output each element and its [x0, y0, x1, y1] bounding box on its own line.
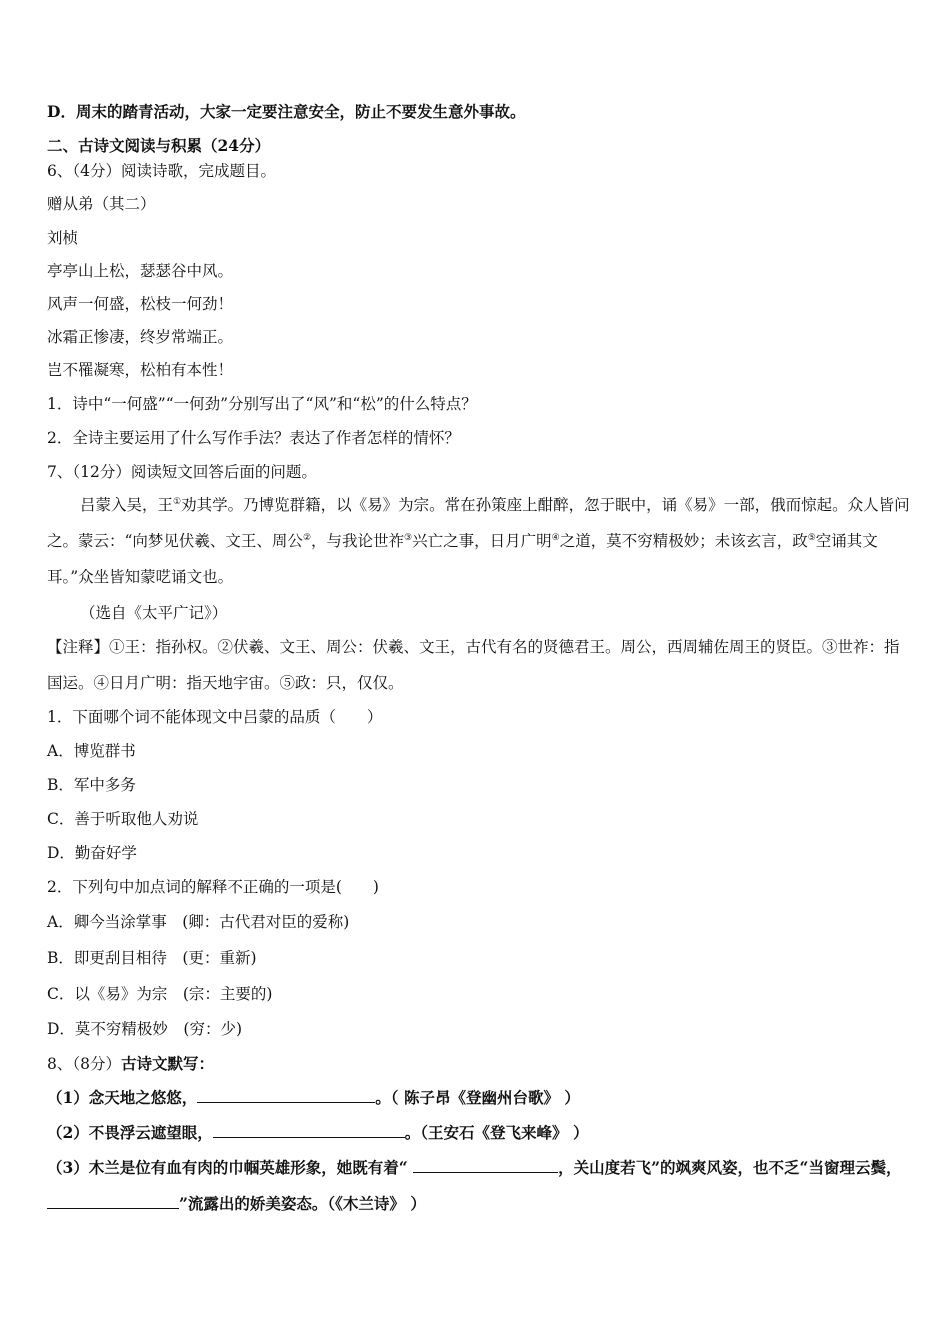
option-7-2-a: A．卿今当涂掌事 (卿：古代君对臣的爱称): [47, 913, 350, 931]
recitation-item-1: [47, 1088, 910, 1108]
passage-part-5: 之道，莫不穷精极妙；未该玄言，政: [559, 532, 808, 550]
note-marker-1: ①: [173, 496, 182, 507]
recitation-2-prompt: （2）不畏浮云遮望眼，: [47, 1123, 213, 1142]
note-marker-4: ④: [551, 532, 560, 543]
annotation-notes: 【注释】①王：指孙权。②伏羲、文王、周公：伏羲、文王，古代有名的贤德君王。周公，西周辅佐周王的贤臣。③世祚：指国运。④日月广明：指天地宇宙。⑤政：只，仅仅。: [47, 638, 900, 692]
note-marker-5: ⑤: [807, 532, 816, 543]
passage-source: （选自《太平广记》）: [80, 604, 228, 622]
option-7-1-c: C．善于听取他人劝说: [47, 810, 199, 828]
option-7-2-c: C．以《易》为宗 (宗：主要的): [47, 985, 273, 1003]
question-6-heading: 6、（4分）阅读诗歌，完成题目。: [47, 162, 276, 180]
classical-passage: [47, 487, 912, 595]
recitation-item-3: [47, 1150, 912, 1222]
recitation-item-2: [47, 1123, 910, 1143]
note-marker-3: ③: [404, 532, 413, 543]
question-6-2: 2．全诗主要运用了什么写作手法？表达了作者怎样的情怀？: [47, 429, 460, 447]
poem-line-1: 亭亭山上松，瑟瑟谷中风。: [47, 262, 234, 280]
recitation-1-prompt: （1）念天地之悠悠，: [47, 1088, 198, 1107]
option-7-1-a: A．博览群书: [47, 742, 136, 760]
passage-part-6: 空诵其文耳。”众坐皆知蒙呓诵文也。: [47, 532, 878, 586]
poem-author: 刘桢: [47, 229, 79, 247]
question-7-heading: 7、（12分）阅读短文回答后面的问题。: [47, 463, 317, 481]
passage-part-1: 吕蒙入吴，王: [80, 496, 174, 514]
option-7-1-d: D．勤奋好学: [47, 844, 137, 862]
poem-title: 赠从弟（其二）: [47, 195, 156, 213]
question-8-points: 8、（8分）: [47, 1055, 121, 1073]
option-7-1-b: B．军中多务: [47, 776, 136, 794]
fill-blank-3[interactable]: [413, 1158, 558, 1173]
recitation-3-prompt: （3）木兰是位有血有肉的巾帼英雄形象，她既有着“: [47, 1158, 414, 1177]
question-7-2: 2．下列句中加点词的解释不正确的一项是( ): [47, 878, 379, 896]
fill-blank-2[interactable]: [213, 1123, 405, 1138]
poem-line-2: 风声一何盛，松枝一何劲！: [47, 295, 234, 313]
poem-line-3: 冰霜正惨凄，终岁常端正。: [47, 328, 234, 346]
recitation-1-source: 。（ 陈子昂《登幽州台歌》 ）: [375, 1088, 580, 1107]
option-7-2-b: B．即更刮目相待 (更：重新): [47, 949, 257, 967]
section-heading: 二、古诗文阅读与积累（24分）: [47, 136, 271, 155]
option-d-line: D．周末的踏青活动，大家一定要注意安全，防止不要发生意外事故。: [47, 102, 526, 121]
question-8-title: 古诗文默写：: [120, 1054, 214, 1073]
option-7-2-d: D．莫不穷精极妙 (穷：少): [47, 1020, 243, 1038]
passage-part-2: 劝其学。乃博览群籍，以《易》为宗。常在孙策座上酣醉，忽于眠中，诵《易》一部，俄而惊起。众人皆问之。蒙云：“向梦见伏羲、文王、周公: [47, 496, 910, 550]
recitation-3-source: ”流露出的娇美姿态。（《木兰诗》 ）: [179, 1194, 426, 1213]
recitation-2-source: 。（王安石《登飞来峰》 ）: [404, 1123, 589, 1142]
question-7-1: 1．下面哪个词不能体现文中吕蒙的品质（ ）: [47, 708, 383, 726]
fill-blank-4[interactable]: [47, 1194, 179, 1209]
note-marker-2: ②: [302, 532, 312, 543]
question-6-1: 1．诗中“一何盛”“一何劲”分别写出了“风”和“松”的什么特点？: [47, 395, 477, 413]
recitation-3-middle: ，关山度若飞”的飒爽风姿，也不乏“当窗理云鬓，: [558, 1158, 902, 1177]
passage-part-3: ，与我论世祚: [311, 532, 405, 550]
poem-line-4: 岂不罹凝寒，松柏有本性！: [47, 361, 234, 379]
fill-blank-1[interactable]: [197, 1088, 375, 1103]
question-8-heading: [47, 1054, 910, 1074]
passage-part-4: 兴亡之事，日月广明: [412, 532, 552, 550]
